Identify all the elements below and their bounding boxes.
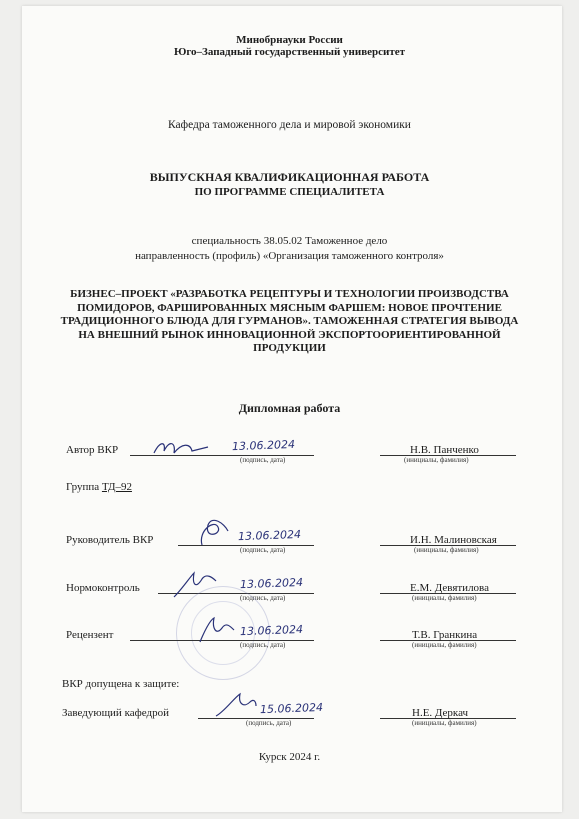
head-row xyxy=(0,700,579,740)
author-name-hint: (инициалы, фамилия) xyxy=(404,456,469,464)
normcontrol-row xyxy=(0,575,579,615)
normcontrol-date: 13.06.2024 xyxy=(239,575,304,592)
head-sign-hint: (подпись, дата) xyxy=(246,719,292,727)
supervisor-row xyxy=(0,527,579,567)
author-sign-hint: (подпись, дата) xyxy=(240,456,286,464)
head-role: Заведующий кафедрой xyxy=(62,707,169,719)
head-date: 15.06.2024 xyxy=(259,700,324,717)
city-year: Курск 2024 г. xyxy=(258,751,321,763)
supervisor-name-hint: (инициалы, фамилия) xyxy=(414,546,479,554)
admitted-to-defense: ВКР допущена к защите: xyxy=(62,678,180,690)
head-name-hint: (инициалы, фамилия) xyxy=(412,719,477,727)
diploma-label: Дипломная работа xyxy=(238,401,341,415)
reviewer-role: Рецензент xyxy=(66,629,114,641)
supervisor-sign-hint: (подпись, дата) xyxy=(240,546,286,554)
university-name: Юго–Западный государственный университет xyxy=(173,46,406,58)
reviewer-date: 13.06.2024 xyxy=(239,622,304,639)
supervisor-date: 13.06.2024 xyxy=(237,527,302,544)
normcontrol-name: Е.М. Девятилова xyxy=(410,582,489,594)
ministry-name: Минобрнауки России xyxy=(236,34,343,46)
author-row xyxy=(0,437,579,477)
reviewer-row xyxy=(0,622,579,662)
supervisor-role: Руководитель ВКР xyxy=(66,534,154,546)
group-value: ТД–92 xyxy=(101,481,132,493)
head-signature xyxy=(214,692,258,720)
head-name: Н.Е. Деркач xyxy=(412,707,469,719)
author-role: Автор ВКР xyxy=(66,444,119,456)
author-name: Н.В. Панченко xyxy=(410,444,479,456)
department-name: Кафедра таможенного дела и мировой экономики xyxy=(168,119,411,131)
work-type-program: ПО ПРОГРАММЕ СПЕЦИАЛИТЕТА xyxy=(194,186,385,198)
reviewer-signature xyxy=(196,616,236,646)
thesis-topic: БИЗНЕС–ПРОЕКТ «РАЗРАБОТКА РЕЦЕПТУРЫ И ТЕХНОЛОГИИ ПРОИЗВОДСТВА ПОМИДОРОВ, ФАРШИРОВАННЫХ МЯСНЫМ ФАРШЕМ: НОВОЕ ПРОЧТЕНИЕ ТРАДИЦИОННОГО БЛЮДА ДЛЯ ГУРМАНОВ». ТАМОЖЕННАЯ СТРАТЕГИЯ ВЫВОДА НА ВНЕШНИЙ РЫНОК ИННОВАЦИОННОЙ ЭКСПОРТООРИЕНТИРОВАННОЙ ПРОДУКЦИИ xyxy=(60,288,519,355)
group-row xyxy=(66,480,132,494)
reviewer-name: Т.В. Гранкина xyxy=(412,629,478,641)
normcontrol-sign-hint: (подпись, дата) xyxy=(240,594,286,602)
reviewer-name-hint: (инициалы, фамилия) xyxy=(412,641,477,649)
supervisor-signature xyxy=(194,517,234,549)
normcontrol-role: Нормоконтроль xyxy=(66,582,140,594)
author-date: 13.06.2024 xyxy=(231,437,296,454)
reviewer-sign-hint: (подпись, дата) xyxy=(240,641,286,649)
normcontrol-name-hint: (инициалы, фамилия) xyxy=(412,594,477,602)
specialty-line: специальность 38.05.02 Таможенное дело xyxy=(191,235,388,247)
work-type-title: ВЫПУСКНАЯ КВАЛИФИКАЦИОННАЯ РАБОТА xyxy=(149,170,430,184)
author-signature xyxy=(152,437,212,459)
supervisor-name: И.Н. Малиновская xyxy=(410,534,497,546)
group-label: Группа xyxy=(66,481,100,493)
profile-line: направленность (профиль) «Организация таможенного контроля» xyxy=(135,250,444,262)
